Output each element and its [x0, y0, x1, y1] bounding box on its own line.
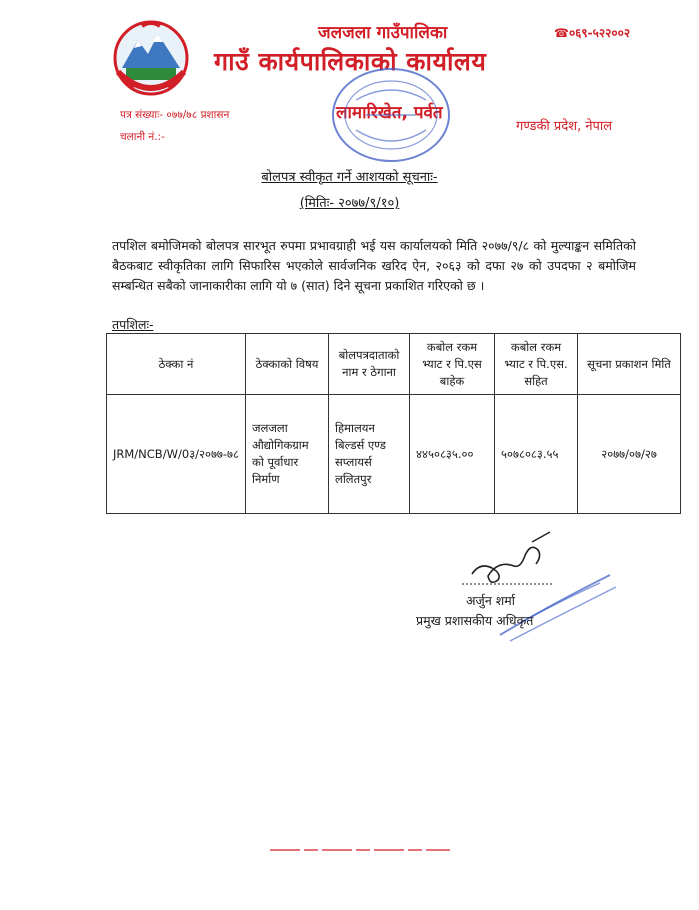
reference-number: पत्र संख्याः- ०७७/७८ प्रशासन: [120, 109, 230, 121]
header-subject: ठेक्काको विषय: [246, 334, 329, 395]
notice-body: तपशिल बमोजिमको बोलपत्र सारभूत रुपमा प्रभावग्राही भई यस कार्यालयको मिति २०७७/९/८ को मुल्याङ्कन समितिको बैठकबाट स्वीकृतिका लागि सिफारिस भएकोले सार्वजनिक खरिद ऐन, २०६३ को दफा २७ को उपदफा २ बमोजिम सम्बन्धित सबैको जानाकारीका लागि यो ७ (सात) दिने सूचना प्रकाशित गरिएको छ ।: [112, 238, 636, 293]
province: गण्डकी प्रदेश, नेपाल: [516, 119, 613, 134]
cell-publish-date: २०७७/०७/२७: [578, 395, 681, 514]
cell-amount-excl: ४४५०८३५.००: [410, 395, 495, 514]
contract-table: [106, 333, 681, 514]
header-contract-no: ठेक्का नं: [107, 334, 246, 395]
cell-amount-incl: ५०७८०८३.५५: [495, 395, 578, 514]
notice-title: बोलपत्र स्वीकृत गर्ने आशयको सूचनाः-: [261, 170, 438, 185]
header-bidder: बोलपत्रदाताको नाम र ठेगाना: [329, 334, 410, 395]
cell-contract-no: JRM/NCB/W/0३/२०७७-७८: [107, 395, 246, 514]
header-amount-excl: कबोल रकम भ्याट र पि.एस बाहेक: [410, 334, 495, 395]
table-row: [107, 395, 681, 514]
office-title: गाउँ कार्यपालिकाको कार्यालय: [214, 47, 487, 76]
header-publish-date: सूचना प्रकाशन मिति: [578, 334, 681, 395]
notice-date: (मितिः- २०७७/९/१०): [299, 196, 400, 211]
signatory-title: प्रमुख प्रशासकीय अधिकृत: [416, 613, 534, 628]
office-stamp: [326, 60, 456, 170]
cell-bidder: हिमालयन बिल्डर्स एण्ड सप्लायर्स ललितपुर: [329, 395, 410, 514]
header-amount-incl: कबोल रकम भ्याट र पि.एस. सहित: [495, 334, 578, 395]
nepal-emblem-logo: [112, 18, 190, 100]
table-header-row: [107, 334, 681, 395]
dispatch-number: चलानी नं.:-: [120, 131, 165, 143]
cell-subject: जलजला औद्योगिकग्राम को पूर्वाधार निर्माण: [246, 395, 329, 514]
office-name: जलजला गाउँपालिका: [318, 23, 448, 43]
details-label: तपशिलः-: [112, 317, 154, 332]
office-address: लामारिखेत, पर्वत: [336, 103, 443, 123]
signatory-name: अर्जुन शर्मा: [466, 593, 515, 608]
phone-number: ☎०६९-५२२००२: [554, 26, 631, 40]
footer-divider: [270, 846, 450, 854]
